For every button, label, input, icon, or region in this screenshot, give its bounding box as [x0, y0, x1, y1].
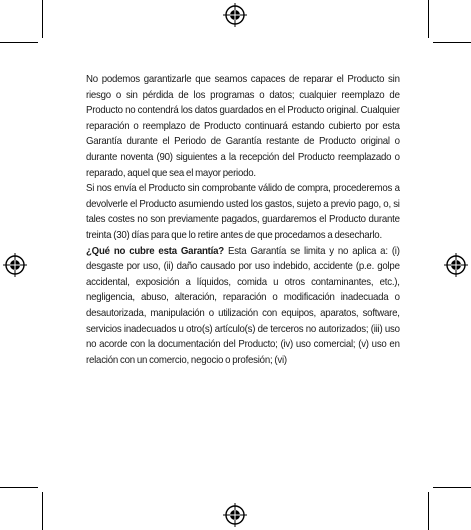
paragraph-not-covered	[86, 244, 400, 369]
crop-mark-top-left	[42, 0, 43, 38]
crop-mark-left-bottom	[0, 487, 38, 488]
registration-target-icon-bottom	[223, 503, 247, 527]
crop-mark-top-right	[428, 0, 429, 38]
crop-mark-left-top	[0, 42, 38, 43]
paragraph-repair-replacement: No podemos garantizarle que seamos capaces de reparar el Producto sin riesgo o sin pérdida de los programas o datos; cualquier reemplazo de Producto no contendrá los datos guardados en el Producto original. Cualquier reparación o reemplazo de Producto continuará estando cubierto por esta Garantía durante el Periodo de Garantía restante de Producto original o durante noventa (90) siguientes a la recepción del Producto reemplazado o reparado, aquel que sea el mayor periodo.	[86, 73, 400, 179]
warranty-text-block	[86, 72, 400, 368]
crop-mark-right-top	[433, 42, 471, 43]
crop-mark-bottom-left	[42, 492, 43, 530]
registration-target-icon-top	[223, 3, 247, 27]
paragraph-no-proof-of-purchase: Si nos envía el Producto sin comprobante válido de compra, procederemos a devolverle el Producto asumiendo usted los gastos, sujeto a previo pago, o, si tales costes no son previamente pagados, guardaremos el Producto durante treinta (30) días para que lo retire antes de que procedamos a desecharlo.	[86, 182, 400, 241]
crop-mark-right-bottom	[433, 487, 471, 488]
not-covered-heading: ¿Qué no cubre esta Garantía?	[86, 244, 224, 257]
not-covered-text: Esta Garantía se limita y no aplica a: (i) desgaste por uso, (ii) daño causado por uso indebido, accidente (p.e. golpe accidental, exposición a líquidos, comida u otros contaminantes, etc.), negligencia, abuso, alteración, reparación o modificación inadecuada o desautorizada, manipulación o utilización con equipos, aparatos, software, servicios inadecuados u otro(s) artículo(s) de terceros no autorizados; (iii) uso no acorde con la documentación del Producto; (iv) uso comercial; (v) uso en relación con un comercio, negocio o profesión; (vi)	[86, 244, 400, 366]
crop-mark-bottom-right	[428, 492, 429, 530]
registration-target-icon-right	[444, 253, 468, 277]
registration-target-icon-left	[3, 253, 27, 277]
